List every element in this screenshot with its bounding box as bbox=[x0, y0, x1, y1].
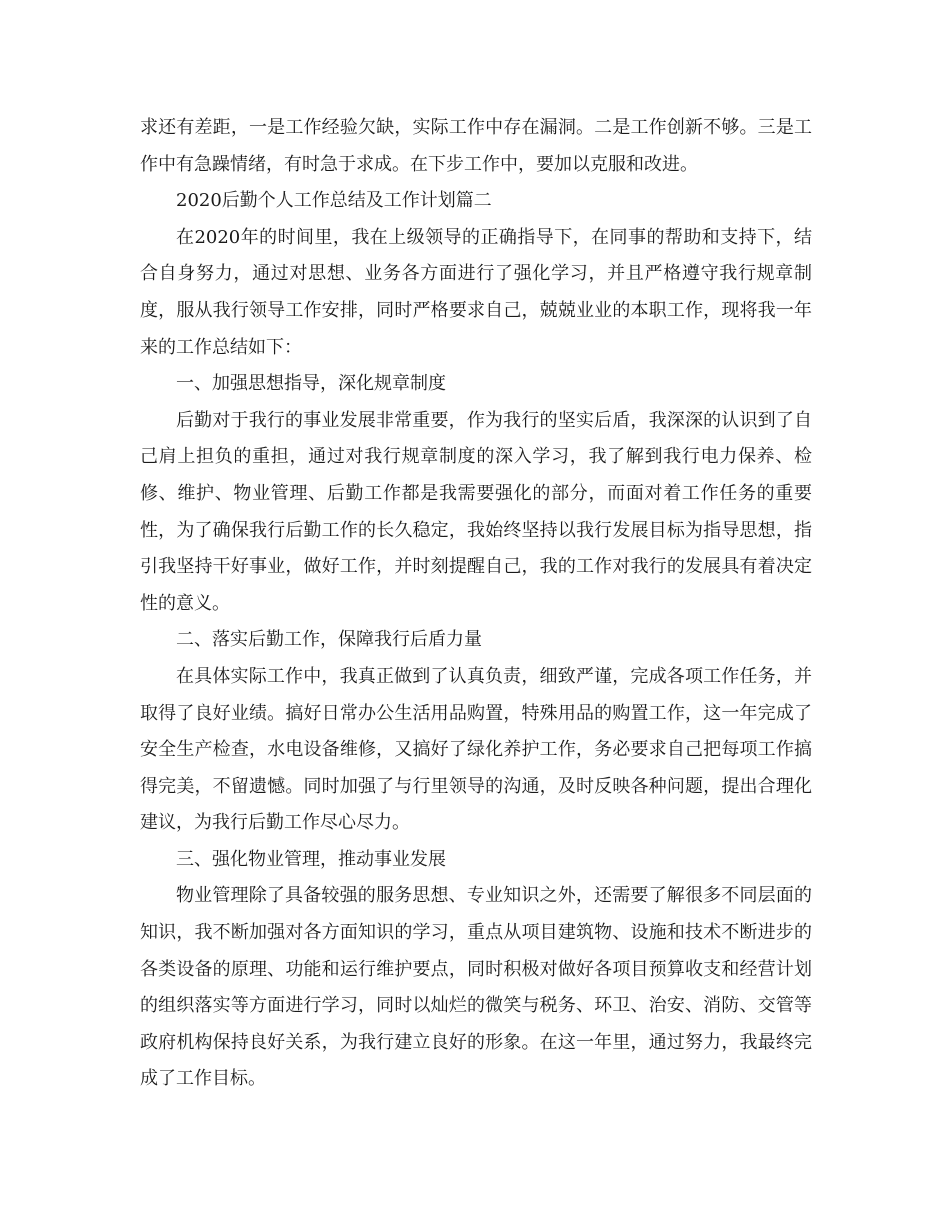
section-heading-2: 二、落实后勤工作，保障我行后盾力量 bbox=[176, 629, 482, 651]
paragraph-continuation: 求还有差距，一是工作经验欠缺，实际工作中存在漏洞。二是工作创新不够。三是工作中有急躁情绪，有时急于求成。在下步工作中，要加以克服和改进。 bbox=[140, 117, 812, 175]
paragraph-intro: 在2020年的时间里，我在上级领导的正确指导下，在同事的帮助和支持下，结合自身努力，通过对思想、业务各方面进行了强化学习，并且严格遵守我行规章制度，服从我行领导工作安排，同时严格要求自己，兢兢业业的本职工作，现将我一年来的工作总结如下： bbox=[140, 226, 812, 358]
paragraph-section-3: 物业管理除了具备较强的服务思想、专业知识之外，还需要了解很多不同层面的知识，我不断加强对各方面知识的学习，重点从项目建筑物、设施和技术不断进步的各类设备的原理、功能和运行维护要点，同时积极对做好各项目预算收支和经营计划的组织落实等方面进行学习，同时以灿烂的微笑与税务、环卫、治安、消防、交管等政府机构保持良好关系，为我行建立良好的形象。在这一年里，通过努力，我最终完成了工作目标。 bbox=[140, 885, 812, 1090]
paragraph-section-2: 在具体实际工作中，我真正做到了认真负责，细致严谨，完成各项工作任务，并取得了良好业绩。搞好日常办公生活用品购置，特殊用品的购置工作，这一年完成了安全生产检查，水电设备维修，又搞好了绿化养护工作，务必要求自己把每项工作搞得完美，不留遗憾。同时加强了与行里领导的沟通，及时反映各种问题，提出合理化建议，为我行后勤工作尽心尽力。 bbox=[140, 665, 812, 834]
section-heading-3: 三、强化物业管理，推动事业发展 bbox=[176, 848, 446, 870]
document-body bbox=[140, 110, 812, 1098]
section-heading-part-two: 2020后勤个人工作总结及工作计划篇二 bbox=[176, 190, 492, 212]
paragraph-section-1: 后勤对于我行的事业发展非常重要，作为我行的坚实后盾，我深深的认识到了自己肩上担负的重担，通过对我行规章制度的深入学习，我了解到我行电力保养、检修、维护、物业管理、后勤工作都是我需要强化的部分，而面对着工作任务的重要性，为了确保我行后勤工作的长久稳定，我始终坚持以我行发展目标为指导思想，指引我坚持干好事业，做好工作，并时刻提醒自己，我的工作对我行的发展具有着决定性的意义。 bbox=[140, 409, 812, 614]
section-heading-1: 一、加强思想指导，深化规章制度 bbox=[176, 373, 446, 395]
